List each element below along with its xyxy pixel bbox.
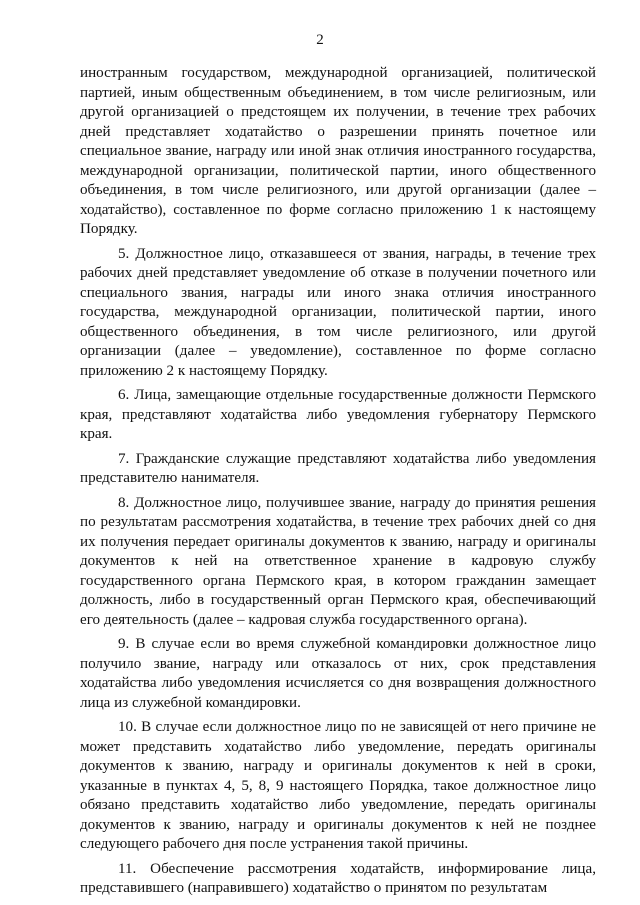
document-body	[80, 64, 596, 899]
paragraph-5: 5. Должностное лицо, отказавшееся от звания, награды, в течение трех рабочих дней представляет уведомление об отказе в получении почетного или специального звания, награды или иного знака отличия иностранного государства, международной организации, политической партии, иного общественного объединения, в том числе религиозного, или другой организации (далее – уведомление), составленное по форме согласно приложению 2 к настоящему Порядку.	[80, 245, 596, 379]
paragraph-continuation: иностранным государством, международной организацией, политической партией, иным общественным объединением, в том числе религиозным, или другой организацией о предстоящем их получении, в течение трех рабочих дней представляет ходатайство о разрешении принять почетное или специальное звание, награду или иной знак отличия иностранного государства, международной организации, политической партии, иного общественного объединения, в том числе религиозного, или другой организации (далее – ходатайство), составленное по форме согласно приложению 1 к настоящему Порядку.	[80, 65, 596, 237]
paragraph-7: 7. Гражданские служащие представляют ходатайства либо уведомления представителю нанимателя.	[80, 450, 596, 486]
paragraph-6: 6. Лица, замещающие отдельные государственные должности Пермского края, представляют ходатайства либо уведомления губернатору Пермского края.	[80, 387, 596, 442]
page-number: 2	[316, 32, 324, 48]
paragraph-10: 10. В случае если должностное лицо по не зависящей от него причине не может представить ходатайство либо уведомление, передать оригиналы документов к званию, награду и оригиналы документов к ней в сроки, указанные в пунктах 4, 5, 8, 9 настоящего Порядка, такое должностное лицо обязано представить ходатайство либо уведомление, передать оригиналы документов к званию, награду и оригиналы документов к ней не позднее следующего рабочего дня после устранения такой причины.	[80, 719, 596, 852]
paragraph-9: 9. В случае если во время служебной командировки должностное лицо получило звание, награду или отказалось от них, срок представления ходатайства либо уведомления исчисляется со дня возвращения должностного лица из служебной командировки.	[80, 636, 596, 711]
paragraph-8: 8. Должностное лицо, получившее звание, награду до принятия решения по результатам рассмотрения ходатайства, в течение трех рабочих дней со дня их получения передает оригиналы документов к званию, награду и оригиналы документов к ней на ответственное хранение в кадровую службу государственного органа Пермского края, в котором гражданин замещает должность, либо в государственный орган Пермского края, обеспечивающий его деятельность (далее – кадровая служба государственного органа).	[80, 494, 596, 628]
paragraph-11: 11. Обеспечение рассмотрения ходатайств, информирование лица, представившего (направившего) ходатайство о принятом по результатам	[80, 860, 596, 896]
